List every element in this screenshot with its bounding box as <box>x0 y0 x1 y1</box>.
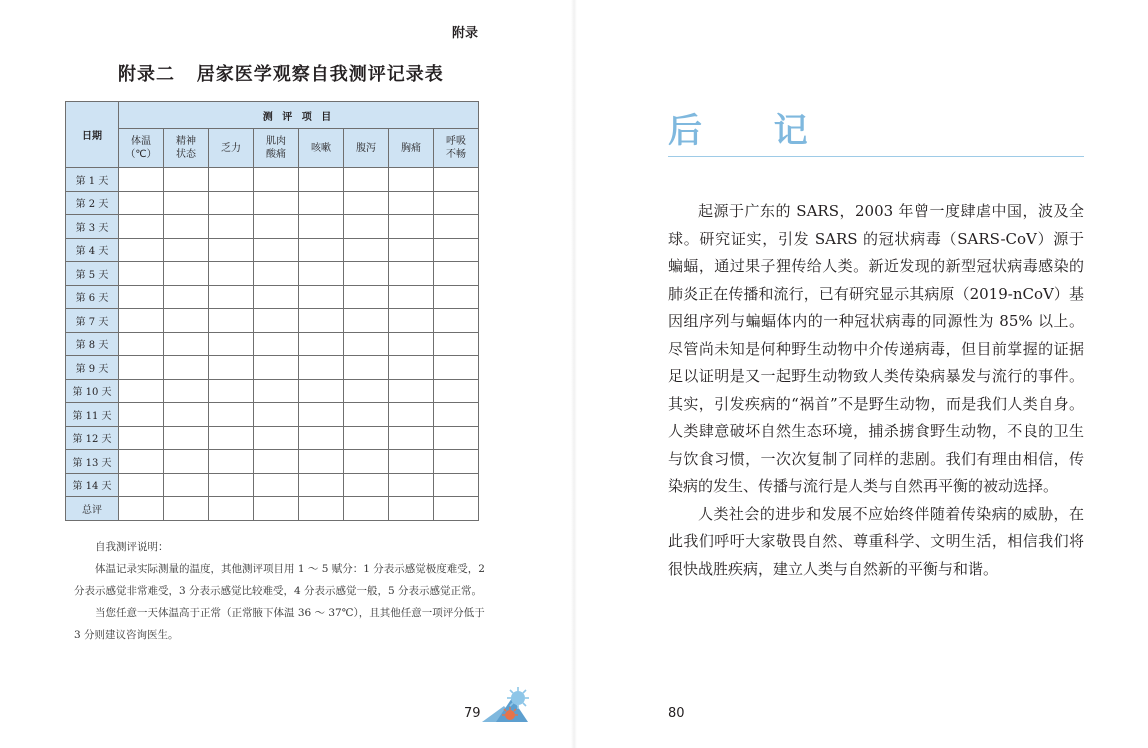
entry-cell <box>389 426 434 450</box>
entry-cell <box>389 497 434 521</box>
row-label: 第 5 天 <box>66 262 119 286</box>
entry-cell <box>164 450 209 474</box>
entry-cell <box>434 191 479 215</box>
entry-cell <box>344 497 389 521</box>
entry-cell <box>254 262 299 286</box>
entry-cell <box>254 497 299 521</box>
entry-cell <box>344 238 389 262</box>
entry-cell <box>299 450 344 474</box>
notes-paragraph-1: 体温记录实际测量的温度，其他测评项目用 1 ～ 5 赋分：1 分表示感觉极度难受，2 分表示感觉非常难受，3 分表示感觉比较难受，4 分表示感觉一般，5 分表示感觉正常。 <box>74 563 485 597</box>
entry-cell <box>254 168 299 192</box>
entry-cell <box>254 238 299 262</box>
entry-cell <box>389 262 434 286</box>
entry-cell <box>119 356 164 380</box>
column-header: 呼吸 不畅 <box>434 129 479 168</box>
entry-cell <box>299 168 344 192</box>
row-label: 第 3 天 <box>66 215 119 239</box>
row-label: 第 4 天 <box>66 238 119 262</box>
entry-cell <box>434 497 479 521</box>
column-header: 乏力 <box>209 129 254 168</box>
entry-cell <box>389 332 434 356</box>
entry-cell <box>164 426 209 450</box>
column-header: 精神 状态 <box>164 129 209 168</box>
row-label: 第 10 天 <box>66 379 119 403</box>
entry-cell <box>299 356 344 380</box>
entry-cell <box>209 215 254 239</box>
table-row <box>66 356 479 380</box>
row-label: 第 12 天 <box>66 426 119 450</box>
row-label: 第 11 天 <box>66 403 119 427</box>
entry-cell <box>344 191 389 215</box>
entry-cell <box>254 403 299 427</box>
entry-cell <box>344 379 389 403</box>
entry-cell <box>209 403 254 427</box>
entry-cell <box>209 309 254 333</box>
entry-cell <box>164 262 209 286</box>
row-label: 第 13 天 <box>66 450 119 474</box>
entry-cell <box>434 332 479 356</box>
entry-cell <box>344 262 389 286</box>
running-head: 附录 <box>452 26 479 41</box>
entry-cell <box>299 285 344 309</box>
entry-cell <box>119 379 164 403</box>
entry-cell <box>209 262 254 286</box>
appendix-title: 附录二 居家医学观察自我测评记录表 <box>118 64 444 85</box>
entry-cell <box>299 473 344 497</box>
entry-cell <box>299 379 344 403</box>
entry-cell <box>164 403 209 427</box>
entry-cell <box>209 356 254 380</box>
entry-cell <box>164 379 209 403</box>
assessment-notes <box>74 536 486 646</box>
entry-cell <box>344 215 389 239</box>
table-row <box>66 309 479 333</box>
entry-cell <box>299 426 344 450</box>
entry-cell <box>434 379 479 403</box>
entry-cell <box>209 332 254 356</box>
entry-cell <box>299 309 344 333</box>
entry-cell <box>209 497 254 521</box>
entry-cell <box>119 497 164 521</box>
entry-cell <box>389 379 434 403</box>
table-row <box>66 238 479 262</box>
afterword-text <box>668 198 1084 583</box>
assessment-items-header: 测 评 项 目 <box>119 102 479 129</box>
entry-cell <box>389 450 434 474</box>
row-label: 第 6 天 <box>66 285 119 309</box>
notes-paragraph-2: 当您任意一天体温高于正常（正常腋下体温 36 ～ 37℃），且其他任意一项评分低于 3 分则建议咨询医生。 <box>74 607 485 641</box>
virus-decoration-icon <box>482 684 530 724</box>
column-header: 体温 （℃） <box>119 129 164 168</box>
entry-cell <box>254 332 299 356</box>
entry-cell <box>119 262 164 286</box>
entry-cell <box>434 450 479 474</box>
entry-cell <box>299 497 344 521</box>
entry-cell <box>344 403 389 427</box>
entry-cell <box>119 309 164 333</box>
entry-cell <box>164 238 209 262</box>
entry-cell <box>299 215 344 239</box>
entry-cell <box>164 309 209 333</box>
table-row <box>66 285 479 309</box>
entry-cell <box>164 285 209 309</box>
entry-cell <box>434 262 479 286</box>
table-row <box>66 403 479 427</box>
entry-cell <box>299 332 344 356</box>
entry-cell <box>254 285 299 309</box>
page-number-right: 80 <box>668 706 685 721</box>
entry-cell <box>119 285 164 309</box>
entry-cell <box>119 332 164 356</box>
table-row <box>66 262 479 286</box>
entry-cell <box>119 450 164 474</box>
table-row <box>66 215 479 239</box>
entry-cell <box>209 285 254 309</box>
entry-cell <box>164 168 209 192</box>
entry-cell <box>164 356 209 380</box>
entry-cell <box>344 168 389 192</box>
entry-cell <box>164 191 209 215</box>
entry-cell <box>254 191 299 215</box>
entry-cell <box>209 426 254 450</box>
entry-cell <box>389 191 434 215</box>
entry-cell <box>389 285 434 309</box>
self-assessment-table <box>65 101 479 521</box>
entry-cell <box>254 356 299 380</box>
entry-cell <box>434 309 479 333</box>
entry-cell <box>119 238 164 262</box>
entry-cell <box>434 285 479 309</box>
entry-cell <box>389 403 434 427</box>
entry-cell <box>209 473 254 497</box>
entry-cell <box>119 403 164 427</box>
table-row <box>66 191 479 215</box>
entry-cell <box>299 238 344 262</box>
table-row <box>66 168 479 192</box>
entry-cell <box>344 426 389 450</box>
entry-cell <box>434 403 479 427</box>
entry-cell <box>389 309 434 333</box>
entry-cell <box>434 473 479 497</box>
column-header: 胸痛 <box>389 129 434 168</box>
table-row <box>66 332 479 356</box>
entry-cell <box>389 215 434 239</box>
entry-cell <box>119 168 164 192</box>
column-header: 咳嗽 <box>299 129 344 168</box>
date-header: 日期 <box>66 102 119 168</box>
entry-cell <box>254 450 299 474</box>
table-row <box>66 450 479 474</box>
entry-cell <box>434 238 479 262</box>
entry-cell <box>209 191 254 215</box>
row-label: 第 7 天 <box>66 309 119 333</box>
entry-cell <box>434 168 479 192</box>
entry-cell <box>119 215 164 239</box>
table-row <box>66 379 479 403</box>
entry-cell <box>164 215 209 239</box>
row-label: 第 8 天 <box>66 332 119 356</box>
entry-cell <box>119 426 164 450</box>
table-row <box>66 497 479 521</box>
entry-cell <box>254 309 299 333</box>
table-row <box>66 426 479 450</box>
entry-cell <box>389 473 434 497</box>
entry-cell <box>209 238 254 262</box>
entry-cell <box>344 332 389 356</box>
afterword-paragraph-1: 起源于广东的 SARS，2003 年曾一度肆虐中国，波及全球。研究证实，引发 SARS 的冠状病毒（SARS-CoV）源于蝙蝠，通过果子狸传给人类。新近发现的新型冠状病毒感染的肺炎正在传播和流行，已有研究显示其病原（2019-nCoV）基因组序列与蝙蝠体内的一种冠状病毒的同源性为 85% 以上。尽管尚未知是何种野生动物中介传递病毒，但目前掌握的证据足以证明是又一起野生动物致人类传染病暴发与流行的事件。其实，引发疾病的“祸首”不是野生动物，而是我们人类自身。人类肆意破坏自然生态环境，捕杀掳食野生动物，不良的卫生与饮食习惯，一次次复制了同样的悲剧。我们有理由相信，传染病的发生、传播与流行是人类与自然再平衡的被动选择。 <box>668 202 1084 495</box>
entry-cell <box>164 332 209 356</box>
row-label: 第 9 天 <box>66 356 119 380</box>
entry-cell <box>434 215 479 239</box>
row-label: 总评 <box>66 497 119 521</box>
entry-cell <box>254 473 299 497</box>
entry-cell <box>344 473 389 497</box>
entry-cell <box>344 356 389 380</box>
notes-heading: 自我测评说明： <box>95 541 169 553</box>
entry-cell <box>119 191 164 215</box>
row-label: 第 2 天 <box>66 191 119 215</box>
entry-cell <box>434 426 479 450</box>
page-number-left: 79 <box>464 706 481 721</box>
entry-cell <box>164 473 209 497</box>
entry-cell <box>119 473 164 497</box>
entry-cell <box>344 309 389 333</box>
title-divider <box>668 156 1084 157</box>
entry-cell <box>209 168 254 192</box>
entry-cell <box>254 379 299 403</box>
entry-cell <box>299 403 344 427</box>
row-label: 第 14 天 <box>66 473 119 497</box>
row-label: 第 1 天 <box>66 168 119 192</box>
entry-cell <box>164 497 209 521</box>
entry-cell <box>254 215 299 239</box>
entry-cell <box>299 191 344 215</box>
entry-cell <box>344 450 389 474</box>
entry-cell <box>389 356 434 380</box>
entry-cell <box>299 262 344 286</box>
entry-cell <box>389 238 434 262</box>
column-header: 肌肉 酸痛 <box>254 129 299 168</box>
table-row <box>66 473 479 497</box>
entry-cell <box>434 356 479 380</box>
afterword-title: 后 记 <box>668 111 824 151</box>
right-page <box>574 0 1148 748</box>
entry-cell <box>254 426 299 450</box>
column-header: 腹泻 <box>344 129 389 168</box>
entry-cell <box>209 450 254 474</box>
entry-cell <box>209 379 254 403</box>
entry-cell <box>344 285 389 309</box>
entry-cell <box>389 168 434 192</box>
afterword-paragraph-2: 人类社会的进步和发展不应始终伴随着传染病的威胁，在此我们呼吁大家敬畏自然、尊重科学、文明生活，相信我们将很快战胜疾病，建立人类与自然新的平衡与和谐。 <box>668 504 1084 578</box>
